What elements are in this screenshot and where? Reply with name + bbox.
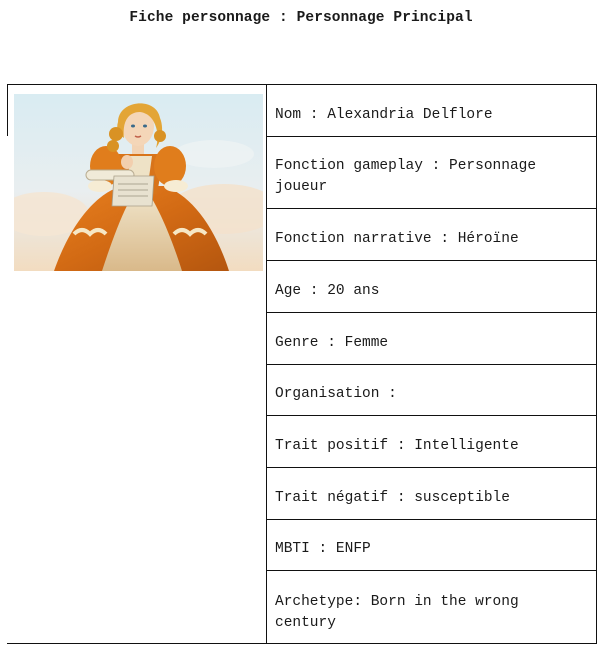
character-portrait bbox=[14, 94, 263, 271]
field-organisation: Organisation : bbox=[267, 365, 596, 416]
character-fields bbox=[267, 85, 596, 643]
portrait-column bbox=[7, 85, 267, 643]
field-age: Age : 20 ans bbox=[267, 261, 596, 313]
field-trait-positif: Trait positif : Intelligente bbox=[267, 416, 596, 468]
field-archetype: Archetype: Born in the wrong century bbox=[275, 594, 528, 631]
field-fonction-gameplay: Fonction gameplay : Personnage joueur bbox=[267, 137, 596, 209]
character-sheet-table bbox=[7, 84, 597, 644]
field-mbti: MBTI : ENFP bbox=[267, 520, 596, 571]
field-fonction-narrative: Fonction narrative : Héroïne bbox=[267, 209, 596, 261]
field-nom: Nom : Alexandria Delflore bbox=[267, 85, 596, 137]
field-trait-negatif: Trait négatif : susceptible bbox=[267, 468, 596, 520]
character-portrait-illustration bbox=[14, 94, 263, 271]
page-title: Fiche personnage : Personnage Principal bbox=[129, 10, 473, 26]
field-genre: Genre : Femme bbox=[267, 313, 596, 365]
